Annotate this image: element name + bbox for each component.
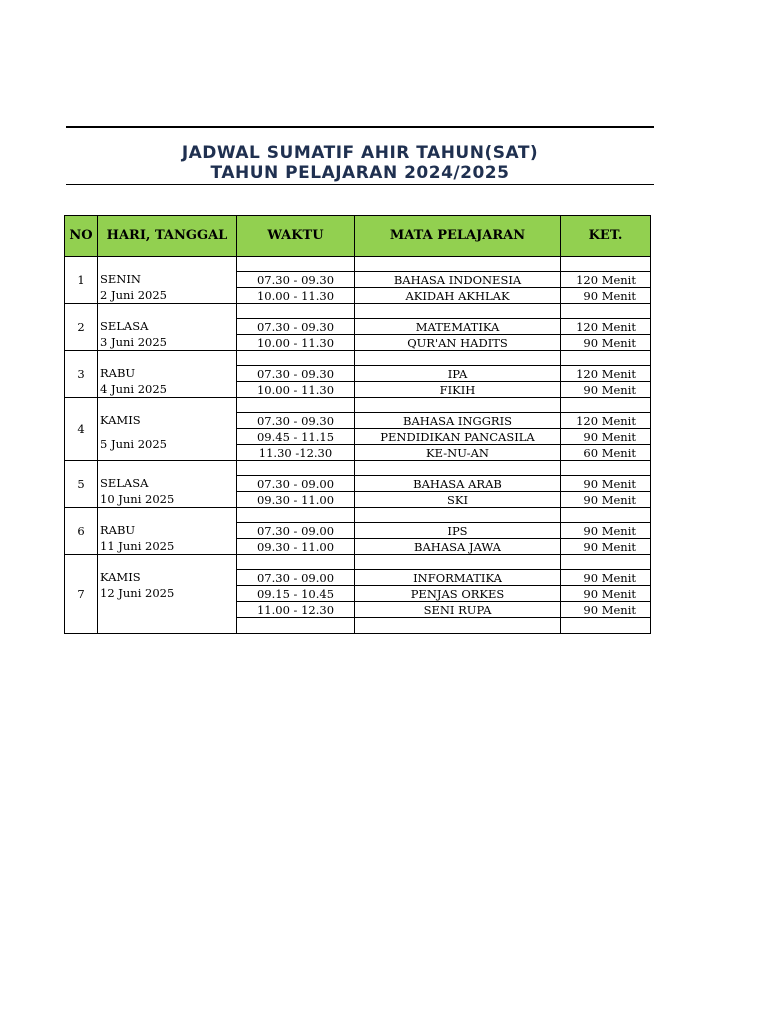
row-number: 1 xyxy=(65,257,98,304)
schedule-table xyxy=(64,215,651,634)
ket-cell: 90 Menit xyxy=(561,476,651,492)
subject-cell: BAHASA INGGRIS xyxy=(355,413,561,429)
spacer-cell xyxy=(237,257,355,272)
time-cell: 07.30 - 09.30 xyxy=(237,366,355,382)
ket-cell: 90 Menit xyxy=(561,382,651,398)
day-cell xyxy=(98,398,237,461)
day-date: 2 Juni 2025 xyxy=(100,288,167,302)
ket-cell: 120 Menit xyxy=(561,366,651,382)
spacer-row xyxy=(65,461,651,476)
time-cell: 10.00 - 11.30 xyxy=(237,335,355,351)
ket-cell: 90 Menit xyxy=(561,570,651,586)
day-date: 12 Juni 2025 xyxy=(100,586,175,600)
header-subject: MATA PELAJARAN xyxy=(355,216,561,257)
day-cell xyxy=(98,304,237,351)
spacer-cell xyxy=(561,304,651,319)
time-cell: 09.30 - 11.00 xyxy=(237,539,355,555)
ket-cell: 90 Menit xyxy=(561,429,651,445)
day-name: KAMIS xyxy=(100,413,141,427)
subject-cell: MATEMATIKA xyxy=(355,319,561,335)
subject-cell: IPS xyxy=(355,523,561,539)
spacer-cell xyxy=(237,508,355,523)
day-name: SENIN xyxy=(100,272,141,286)
row-number: 3 xyxy=(65,351,98,398)
day-cell xyxy=(98,257,237,304)
time-cell: 07.30 - 09.30 xyxy=(237,272,355,288)
spacer-row xyxy=(65,398,651,413)
spacer-cell xyxy=(237,304,355,319)
spacer-cell xyxy=(237,461,355,476)
spacer-cell xyxy=(355,398,561,413)
time-cell: 07.30 - 09.00 xyxy=(237,476,355,492)
spacer-row xyxy=(65,304,651,319)
day-cell xyxy=(98,461,237,508)
spacer-cell xyxy=(355,555,561,570)
spacer-row xyxy=(65,351,651,366)
empty-cell xyxy=(561,618,651,634)
ket-cell: 90 Menit xyxy=(561,586,651,602)
spacer-cell xyxy=(561,257,651,272)
spacer-cell xyxy=(237,555,355,570)
subject-cell: SENI RUPA xyxy=(355,602,561,618)
time-cell: 07.30 - 09.30 xyxy=(237,413,355,429)
subject-cell: PENDIDIKAN PANCASILA xyxy=(355,429,561,445)
top-rule xyxy=(66,126,654,128)
spacer-cell xyxy=(355,351,561,366)
header-time: WAKTU xyxy=(237,216,355,257)
header-day: HARI, TANGGAL xyxy=(98,216,237,257)
ket-cell: 90 Menit xyxy=(561,523,651,539)
row-number: 4 xyxy=(65,398,98,461)
spacer-cell xyxy=(561,555,651,570)
subject-cell: BAHASA JAWA xyxy=(355,539,561,555)
spacer-row xyxy=(65,555,651,570)
subject-cell: IPA xyxy=(355,366,561,382)
spacer-row xyxy=(65,508,651,523)
row-number: 7 xyxy=(65,555,98,634)
ket-cell: 90 Menit xyxy=(561,492,651,508)
spacer-cell xyxy=(355,257,561,272)
subject-cell: BAHASA INDONESIA xyxy=(355,272,561,288)
day-name: RABU xyxy=(100,366,136,380)
spacer-cell xyxy=(237,351,355,366)
time-cell: 09.30 - 11.00 xyxy=(237,492,355,508)
subject-cell: AKIDAH AKHLAK xyxy=(355,288,561,304)
ket-cell: 120 Menit xyxy=(561,319,651,335)
subject-cell: QUR'AN HADITS xyxy=(355,335,561,351)
day-date: 5 Juni 2025 xyxy=(100,437,167,451)
spacer-cell xyxy=(561,351,651,366)
subject-cell: PENJAS ORKES xyxy=(355,586,561,602)
spacer-cell xyxy=(355,508,561,523)
subject-cell: BAHASA ARAB xyxy=(355,476,561,492)
ket-cell: 90 Menit xyxy=(561,539,651,555)
page-title: JADWAL SUMATIF AHIR TAHUN(SAT) xyxy=(181,143,539,163)
time-cell: 07.30 - 09.30 xyxy=(237,319,355,335)
time-cell: 10.00 - 11.30 xyxy=(237,382,355,398)
day-cell xyxy=(98,555,237,634)
time-cell: 10.00 - 11.30 xyxy=(237,288,355,304)
time-cell: 09.45 - 11.15 xyxy=(237,429,355,445)
time-cell: 07.30 - 09.00 xyxy=(237,570,355,586)
bottom-rule xyxy=(66,184,654,185)
day-cell xyxy=(98,351,237,398)
subject-cell: INFORMATIKA xyxy=(355,570,561,586)
day-date: 11 Juni 2025 xyxy=(100,539,175,553)
empty-cell xyxy=(237,618,355,634)
ket-cell: 120 Menit xyxy=(561,272,651,288)
subject-cell: FIKIH xyxy=(355,382,561,398)
spacer-cell xyxy=(355,304,561,319)
ket-cell: 90 Menit xyxy=(561,602,651,618)
day-cell xyxy=(98,508,237,555)
spacer-cell xyxy=(561,508,651,523)
row-number: 6 xyxy=(65,508,98,555)
spacer-row xyxy=(65,257,651,272)
day-name: SELASA xyxy=(100,319,149,333)
spacer-cell xyxy=(237,398,355,413)
spacer-cell xyxy=(355,461,561,476)
day-date: 10 Juni 2025 xyxy=(100,492,175,506)
subject-cell: SKI xyxy=(355,492,561,508)
empty-cell xyxy=(355,618,561,634)
row-number: 5 xyxy=(65,461,98,508)
header-ket: KET. xyxy=(561,216,651,257)
header-no: NO xyxy=(65,216,98,257)
time-cell: 11.00 - 12.30 xyxy=(237,602,355,618)
spacer-cell xyxy=(561,398,651,413)
header-row xyxy=(65,216,651,257)
day-date: 4 Juni 2025 xyxy=(100,382,167,396)
ket-cell: 90 Menit xyxy=(561,288,651,304)
day-name: KAMIS xyxy=(100,570,141,584)
page-subtitle: TAHUN PELAJARAN 2024/2025 xyxy=(210,163,510,183)
time-cell: 11.30 -12.30 xyxy=(237,445,355,461)
day-name: SELASA xyxy=(100,476,149,490)
ket-cell: 60 Menit xyxy=(561,445,651,461)
time-cell: 07.30 - 09.00 xyxy=(237,523,355,539)
subject-cell: KE-NU-AN xyxy=(355,445,561,461)
day-name: RABU xyxy=(100,523,136,537)
row-number: 2 xyxy=(65,304,98,351)
time-cell: 09.15 - 10.45 xyxy=(237,586,355,602)
spacer-cell xyxy=(561,461,651,476)
day-date: 3 Juni 2025 xyxy=(100,335,167,349)
ket-cell: 120 Menit xyxy=(561,413,651,429)
ket-cell: 90 Menit xyxy=(561,335,651,351)
